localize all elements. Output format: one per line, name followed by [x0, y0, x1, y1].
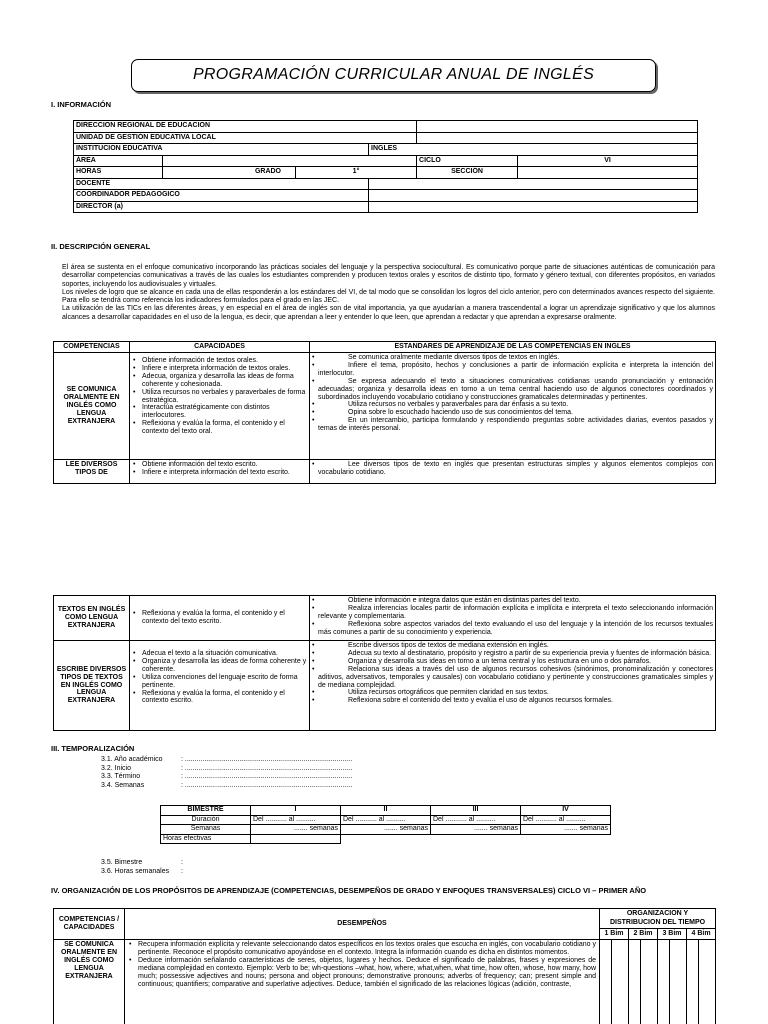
bimestre-cell — [251, 834, 341, 844]
estandar-item: • Adecua su texto al destinatario, propósito y registro a partir de su experiencia previa y fuentes de información básica. — [312, 650, 713, 658]
competencias-table — [53, 341, 716, 484]
info-ugel-value — [417, 132, 698, 144]
desempeno-item: • Recupera información explícita y relevante seleccionando datos específicos en los textos orales que escucha en inglés, con vocabulario cotidiano y pertinente. Reconoce el propósito comunicativo apoyándose en el contexto. Integra la información cuando es dicha en distintos momentos. — [128, 941, 596, 957]
bimestre-header: II — [341, 806, 431, 816]
header-competencias: COMPETENCIAS — [54, 342, 130, 353]
page-title: PROGRAMACIÓN CURRICULAR ANUAL DE INGLÉS — [192, 66, 595, 84]
header-bim: 3 Bim — [658, 929, 687, 940]
info-table — [73, 120, 698, 213]
time-cell — [670, 940, 687, 1024]
bimestre-cell: Del ........... al .......... — [251, 815, 341, 825]
estandar-item: • Opina sobre lo escuchado haciendo uso de sus conocimientos del tema. — [312, 409, 713, 417]
capacidad-item: • Obtiene información de textos orales. — [132, 357, 307, 365]
temporal-row — [101, 756, 352, 765]
bimestre-cell: Del ........... al .......... — [341, 815, 431, 825]
capacidad-item: • Utiliza recursos no verbales y paraverbales de forma estratégica. — [132, 389, 307, 405]
info-ciclo-value: VI — [518, 155, 698, 167]
bimestre-header: IV — [521, 806, 611, 816]
capacidad-item: • Reflexiona y evalúa la forma, el contenido y el contexto escrito. — [132, 690, 307, 706]
bimestre-row-label: Duración — [161, 815, 251, 825]
info-ie-label: INSTITUCION EDUCATIVA — [74, 144, 369, 156]
capacidad-item: • Obtiene información del texto escrito. — [132, 461, 307, 469]
header-bim: 2 Bim — [629, 929, 658, 940]
capacidad-item: • Adecua, organiza y desarrolla las ideas de forma coherente y cohesionada. — [132, 373, 307, 389]
temporal-row — [101, 765, 352, 774]
header-organizacion-tiempo: ORGANIZACION Y DISTRIBUCION DEL TIEMPO — [600, 909, 716, 929]
time-cell — [629, 940, 641, 1024]
info-ie-value: INGLES — [369, 144, 698, 156]
description-paragraph: El área se sustenta en el enfoque comunicativo incorporando las prácticas sociales del lenguaje y la perspectiva sociocultural. Es comunicativo porque parte de situaciones auténticas de comunicación para desarrollar competencias comunicativas a través de las cuales los estudiantes comprenden y producen textos orales y escritos de distinto tipo, formato y género textual, con diferentes propósitos, en variados soportes, incluyendo los audiovisuales y virtuales. — [62, 264, 715, 288]
capacidad-item: • Interactúa estratégicamente con distintos interlocutores. — [132, 404, 307, 420]
temporal-label: 3.5. Bimestre — [101, 859, 143, 866]
bimestre-cell — [341, 834, 431, 844]
estandar-item: • Relaciona sus ideas a través del uso de algunos recursos cohesivos (sinónimos, pronominalización y conectores aditivos, adversativos, temporales y causales) con vocabulario cotidiano y pertinente y construcciones gramaticales simples y de mediana complejidad. — [312, 666, 713, 690]
temporal-list — [101, 756, 352, 790]
time-cell — [699, 940, 716, 1024]
competencia-name: ESCRIBE DIVERSOS TIPOS DE TEXTOS EN INGLÉS COMO LENGUA EXTRANJERA — [54, 641, 130, 731]
time-cell — [641, 940, 658, 1024]
competencia-name: SE COMUNICA ORALMENTE EN INGLÉS COMO LENGUA EXTRANJERA — [54, 940, 125, 1024]
info-docente-value — [369, 178, 698, 190]
estandar-item: • Obtiene información e integra datos que están en distintas partes del texto. — [312, 597, 713, 605]
info-grado-label: GRADO — [163, 167, 296, 179]
info-seccion-label: SECCIÓN — [417, 167, 518, 179]
estandar-item: • Se expresa adecuando el texto a situaciones comunicativas cotidianas usando pronunciación y entonación adecuadas; organiza y desarrolla ideas en torno a un tema central haciendo uso de algunos conectores coordinados y subordinados incluyendo vocabulario cotidiano y construcciones gramaticales determinadas y pertinentes. — [312, 378, 713, 402]
bimestre-row-label: Horas efectivas — [161, 834, 251, 844]
temporal-row — [101, 859, 183, 868]
description-block — [62, 264, 715, 322]
temporal-value: : ...................................................................................... — [181, 773, 353, 780]
header-bim: 4 Bim — [687, 929, 716, 940]
estandar-item: • Escribe diversos tipos de textos de mediana extensión en inglés. — [312, 642, 713, 650]
description-paragraph: Los niveles de logro que se alcance en cada una de ellas responderán a los estándares del VI, de tal modo que se consolidan los logros del ciclo anterior, pero con determinados avances respecto del siguiente. Para ello se tendrá como referencia los indicadores formulados para el grado en las JEC. — [62, 288, 715, 304]
bimestre-header: I — [251, 806, 341, 816]
estandar-item: • Reflexiona sobre aspectos variados del texto evaluando el uso del lenguaje y la intención de los recursos textuales más comunes a partir de su conocimiento y experiencia. — [312, 621, 713, 637]
info-area-label: ÁREA — [74, 155, 163, 167]
organizacion-table — [53, 908, 716, 1024]
bimestre-cell: ....... semanas — [341, 825, 431, 835]
header-desempenos: DESEMPEÑOS — [125, 909, 600, 940]
capacidad-item: • Utiliza convenciones del lenguaje escrito de forma pertinente. — [132, 674, 307, 690]
info-horas-label: HORAS — [74, 167, 163, 179]
section-heading-informacion: I. INFORMACIÓN — [51, 100, 111, 109]
competencia-name: LEE DIVERSOS TIPOS DE — [54, 460, 130, 484]
temporal-value: : ...................................................................................... — [181, 781, 353, 789]
header-bim: 1 Bim — [600, 929, 629, 940]
time-cell — [687, 940, 699, 1024]
bimestre-header: III — [431, 806, 521, 816]
temporal-value: : ...................................................................................... — [181, 764, 353, 772]
capacidad-item: • Infiere e interpreta información de textos orales. — [132, 365, 307, 373]
capacidad-item: • Adecua el texto a la situación comunicativa. — [132, 650, 307, 658]
bimestre-cell: Del ........... al .......... — [431, 815, 521, 825]
estandar-item: • En un intercambio, participa formulando y respondiendo preguntas sobre actividades diarias, eventos pasados y temas de interés personal. — [312, 417, 713, 433]
temporal-extra — [101, 859, 183, 876]
capacidad-item: • Reflexiona y evalúa la forma, el contenido y el contexto del texto oral. — [132, 420, 307, 436]
temporal-label: 3.1. Año académico — [101, 756, 163, 763]
description-paragraph: La utilización de las TICs en las diferentes áreas, y en especial en el área de inglés son de vital importancia, ya que ayudarían a manera trascendental a lograr un aprendizaje significativo y que los alumnos alcances a desarrollar capacidades en el uso de la lengua, es decir, que aprendan a leer y entender lo que leen, que aprendan a redactar y que aprendan a expresarse oralmente. — [62, 305, 715, 321]
info-docente-label: DOCENTE — [74, 178, 369, 190]
capacidad-item: • Organiza y desarrolla las ideas de forma coherente y coherente. — [132, 658, 307, 674]
bimestre-header: BIMESTRE — [161, 806, 251, 816]
estandar-item: • Utiliza recursos no verbales y paraverbales para dar énfasis a su texto. — [312, 401, 713, 409]
info-director-value — [369, 201, 698, 213]
bimestre-cell — [521, 834, 611, 844]
estandar-item: • Se comunica oralmente mediante diversos tipos de textos en inglés. — [312, 354, 713, 362]
temporal-label: 3.3. Término — [101, 773, 141, 780]
bimestre-cell — [431, 834, 521, 844]
competencia-name: SE COMUNICA ORALMENTE EN INGLÉS COMO LENGUA EXTRANJERA — [54, 353, 130, 460]
estandar-item: • Realiza inferencias locales partir de información explícita e implícita e interpreta el texto seleccionando información relevante y complementaria. — [312, 605, 713, 621]
temporal-value: : — [181, 859, 183, 866]
header-capacidades: CAPACIDADES — [130, 342, 310, 353]
temporal-label: 3.6. Horas semanales — [101, 867, 170, 875]
estandar-item: • Organiza y desarrolla sus ideas en torno a un tema central y los estructura en uno o dos párrafos. — [312, 658, 713, 666]
info-dre-label: DIRECCION REGIONAL DE EDUCACION — [74, 121, 417, 133]
capacidad-item: • Reflexiona y evalúa la forma, el contenido y el contexto del texto escrito. — [132, 610, 307, 626]
temporal-row — [101, 782, 352, 791]
info-ugel-label: UNIDAD DE GESTIÓN EDUCATIVA LOCAL — [74, 132, 417, 144]
capacidad-item: • Infiere e interpreta información del texto escrito. — [132, 469, 307, 477]
info-area-value — [163, 155, 417, 167]
estandar-item: • Reflexiona sobre el contenido del texto y evalúa el uso de algunos recursos formales. — [312, 697, 713, 705]
section-heading-organizacion: IV. ORGANIZACIÓN DE LOS PROPÓSITOS DE APRENDIZAJE (COMPETENCIAS, DESEMPEÑOS DE GRADO Y ENFOQUES TRANSVERSALES) CICLO VI – PRIMER AÑO — [51, 886, 647, 895]
info-coordinador-value — [369, 190, 698, 202]
temporal-label: 3.2. Inicio — [101, 764, 131, 772]
estandar-item: • Lee diversos tipos de texto en inglés que presentan estructuras simples y algunos elementos complejos con vocabulario cotidiano. — [312, 461, 713, 477]
info-seccion-value — [518, 167, 698, 179]
time-cell — [658, 940, 670, 1024]
estandar-item: • Utiliza recursos ortográficos que permiten claridad en sus textos. — [312, 689, 713, 697]
time-cell — [600, 940, 612, 1024]
bimestre-cell: Del ........... al .......... — [521, 815, 611, 825]
bimestre-table — [160, 805, 611, 844]
desempeno-item: • Deduce información señalando características de seres, objetos, lugares y hechos. Deduce el significado de palabras, frases y expresiones de mediana complejidad en contexto. Ejemplo: Verb to be; wh-questions –what, how, where, what,when, what time, how often, whose, how many, how much; possessive adjectives and nouns; persona and object pronouns; demonstrative pronouns; adverbs of frequency; can; present simple and continuous; quantifiers; comparative and superlative adjectives. Deduce, también el significado de las relaciones lógicas (adición, contraste, — [128, 957, 596, 989]
info-grado-value: 1° — [296, 167, 417, 179]
competencia-name: TEXTOS EN INGLÉS COMO LENGUA EXTRANJERA — [54, 596, 130, 641]
section-heading-descripcion: II. DESCRIPCIÓN GENERAL — [51, 242, 151, 251]
temporal-label: 3.4. Semanas — [101, 781, 145, 789]
time-cell — [612, 940, 629, 1024]
temporal-row — [101, 868, 183, 877]
info-dre-value — [417, 121, 698, 133]
title-box — [131, 59, 656, 92]
bimestre-cell: ....... semanas — [521, 825, 611, 835]
header-estandares: ESTANDARES DE APRENDIZAJE DE LAS COMPETENCIAS EN INGLES — [310, 342, 716, 353]
section-heading-temporalizacion: III. TEMPORALIZACIÓN — [51, 744, 135, 753]
bimestre-row-label: Semanas — [161, 825, 251, 835]
header-competencias-capacidades: COMPETENCIAS / CAPACIDADES — [54, 909, 125, 940]
bimestre-cell: ....... semanas — [431, 825, 521, 835]
temporal-row — [101, 773, 352, 782]
info-director-label: DIRECTOR (a) — [74, 201, 369, 213]
temporal-value: : ...................................................................................... — [181, 756, 353, 763]
estandar-item: • Infiere el tema, propósito, hechos y conclusiones a partir de información explícita e interpreta la intención del interlocutor. — [312, 362, 713, 378]
competencias-table-continued — [53, 595, 716, 731]
bimestre-cell: ....... semanas — [251, 825, 341, 835]
info-coordinador-label: COORDINADOR PEDAGOGICO — [74, 190, 369, 202]
temporal-value: : — [181, 867, 183, 875]
info-ciclo-label: CICLO — [417, 155, 518, 167]
